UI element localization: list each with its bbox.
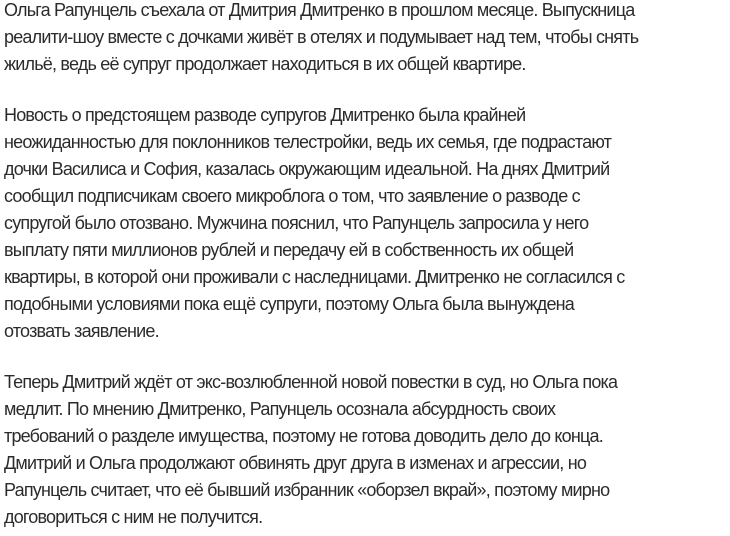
text-line: требований о разделе имущества, поэтому не готова доводить дело до конца. bbox=[4, 426, 603, 446]
text-line: Новость о предстоящем разводе супругов Дмитренко была крайней bbox=[4, 105, 526, 125]
text-line: супругой было отозвано. Мужчина пояснил, что Рапунцель запросила у него bbox=[4, 213, 589, 233]
text-line: сообщил подписчикам своего микроблога о том, что заявление о разводе с bbox=[4, 186, 580, 206]
text-line: дочки Василиса и София, казалась окружающим идеальной. На днях Дмитрий bbox=[4, 159, 610, 179]
text-line: квартиры, в которой они проживали с наследницами. Дмитренко не согласился с bbox=[4, 267, 625, 287]
text-line: медлит. По мнению Дмитренко, Рапунцель осознала абсурдность своих bbox=[4, 399, 556, 419]
text-line: договориться с ним не получится. bbox=[4, 507, 263, 527]
text-line: Ольга Рапунцель съехала от Дмитрия Дмитренко в прошлом месяце. Выпускница bbox=[4, 0, 635, 20]
text-line: Рапунцель считает, что её бывший избранник «оборзел вкрай», поэтому мирно bbox=[4, 480, 610, 500]
text-line: подобными условиями пока ещё супруги, поэтому Ольга была вынуждена bbox=[4, 294, 575, 314]
paragraph-2 bbox=[4, 102, 730, 345]
text-line: Дмитрий и Ольга продолжают обвинять друг друга в изменах и агрессии, но bbox=[4, 453, 587, 473]
paragraph-3 bbox=[4, 369, 730, 531]
text-line: жильё, ведь её супруг продолжает находиться в их общей квартире. bbox=[4, 54, 526, 74]
text-line: неожиданностью для поклонников телестройки, ведь их семья, где подрастают bbox=[4, 132, 612, 152]
text-line: реалити-шоу вместе с дочками живёт в отелях и подумывает над тем, чтобы снять bbox=[4, 27, 639, 47]
text-line: выплату пяти миллионов рублей и передачу ей в собственность их общей bbox=[4, 240, 574, 260]
text-line: отозвать заявление. bbox=[4, 321, 159, 341]
text-line: Теперь Дмитрий ждёт от экс-возлюбленной новой повестки в суд, но Ольга пока bbox=[4, 372, 618, 392]
paragraph-1 bbox=[4, 0, 730, 78]
